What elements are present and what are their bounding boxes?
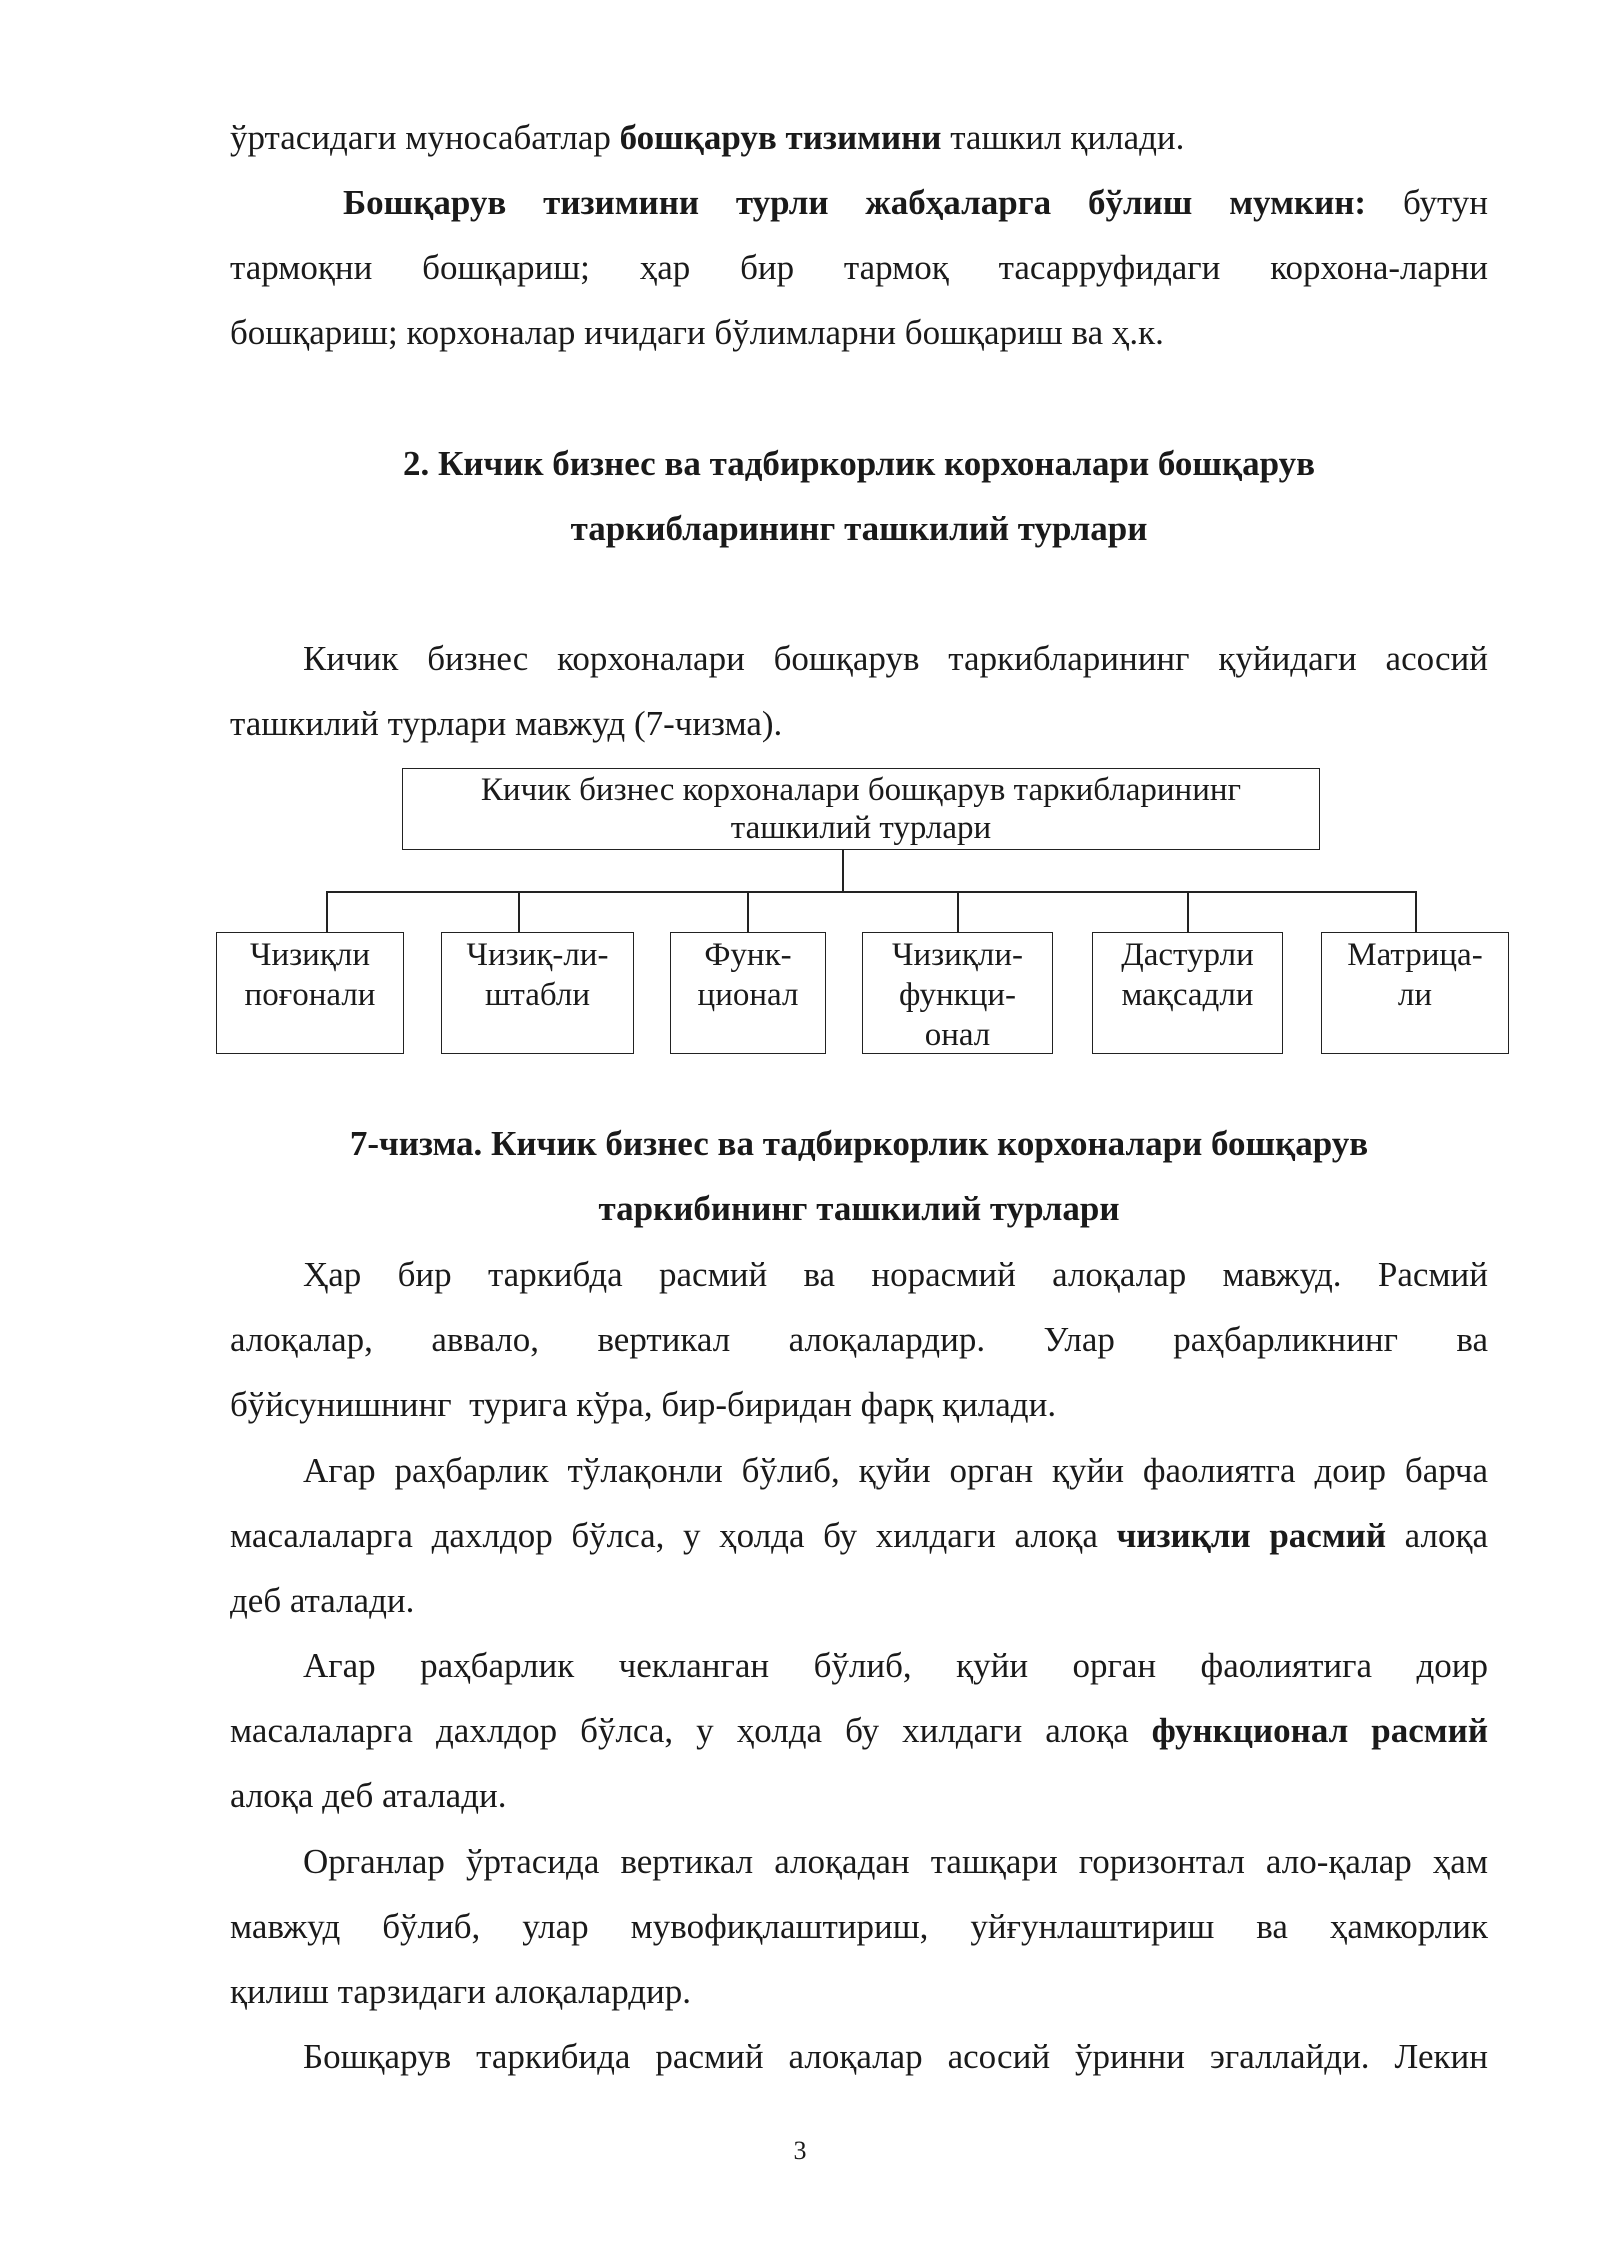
paragraph-2-line-1: Бошқарув тизимини турли жабҳаларга бўлиш мумкин: бутун [343, 183, 1489, 222]
paragraph-3-line-3: бўйсунишнинг турига кўра, бир-биридан фарқ қилади. [230, 1385, 1057, 1424]
paragraph-5-line-3: алоқа деб аталади. [230, 1776, 507, 1815]
page-number: 3 [793, 2136, 807, 2165]
diagram-box-linear-hierarchical [216, 932, 404, 1054]
section-heading-line-2: таркибларининг ташкилий турлари [570, 509, 1148, 548]
paragraph-4-line-1: Агар раҳбарлик тўлақонли бўлиб, қуйи орган қуйи фаолиятга доир барча [303, 1451, 1488, 1490]
diagram-connector-drop-2 [518, 891, 520, 933]
paragraph-3-line-2: алоқалар, аввало, вертикал алоқалардир. Улар раҳбарликнинг ва [230, 1320, 1488, 1359]
paragraph-6-line-2: мавжуд бўлиб, улар мувофиқлаштириш, уйғунлаштириш ва ҳамкорлик [230, 1907, 1488, 1946]
diagram-connector-bus [326, 891, 1416, 893]
diagram-box-4-line-2: функци- [898, 977, 1017, 1013]
diagram-box-1-line-1: Чизиқли [250, 937, 370, 973]
diagram-box-2-line-1: Чизиқ-ли- [466, 937, 609, 973]
paragraph-4-line-2: масалаларга дахлдор бўлса, у ҳолда бу хилдаги алоқа чизиқли расмий алоқа [230, 1516, 1488, 1555]
paragraph-6-line-1: Органлар ўртасида вертикал алоқадан ташқари горизонтал ало-қалар ҳам [303, 1842, 1488, 1881]
paragraph-3-line-1: Ҳар бир таркибда расмий ва норасмий алоқалар мавжуд. Расмий [303, 1255, 1488, 1294]
diagram-connector-drop-5 [1187, 891, 1189, 933]
paragraph-2-line-2: тармоқни бошқариш; ҳар бир тармоқ тасарруфидаги корхона-ларни [230, 248, 1488, 287]
diagram-connector-drop-1 [326, 891, 328, 933]
diagram-connector-drop-6 [1415, 891, 1417, 933]
diagram-connector-drop-3 [747, 891, 749, 933]
diagram-box-4-line-3: онал [924, 1017, 991, 1053]
diagram-box-5-line-2: мақсадли [1121, 977, 1254, 1013]
diagram-top-box-line-2: ташкилий турлари [730, 810, 992, 846]
paragraph-6-line-3: қилиш тарзидаги алоқалардир. [230, 1972, 692, 2011]
diagram-box-2-line-2: штабли [485, 977, 590, 1013]
section-heading-line-1: 2. Кичик бизнес ва тадбиркорлик корхоналари бошқарув [402, 444, 1316, 483]
diagram-box-program-target [1092, 932, 1283, 1054]
diagram-box-6-line-1: Матрица- [1347, 937, 1483, 973]
diagram-box-functional [670, 932, 826, 1054]
diagram-box-matrix [1321, 932, 1509, 1054]
diagram-top-box-line-1: Кичик бизнес корхоналари бошқарув таркибларининг [480, 772, 1242, 808]
paragraph-4-line-3: деб аталади. [230, 1581, 415, 1620]
paragraph-2-line-3: бошқариш; корхоналар ичидаги бўлимларни бошқариш ва ҳ.к. [230, 313, 1164, 352]
diagram-connector-trunk [842, 850, 844, 892]
paragraph-5-line-1: Агар раҳбарлик чекланган бўлиб, қуйи орган фаолиятига доир [303, 1646, 1488, 1685]
figure-caption-line-2: таркибининг ташкилий турлари [598, 1189, 1120, 1228]
paragraph-1-line: ўртасидаги муносабатлар бошқарув тизимини ташкил қилади. [230, 118, 1185, 157]
paragraph-7-line-1: Бошқарув таркибида расмий алоқалар асосий ўринни эгаллайди. Лекин [303, 2037, 1488, 2076]
diagram-box-5-line-1: Дастурли [1121, 937, 1254, 973]
intro-line-2: ташкилий турлари мавжуд (7-чизма). [230, 704, 783, 743]
diagram-box-3-line-1: Функ- [704, 937, 792, 973]
diagram-connector-drop-4 [957, 891, 959, 933]
diagram-box-4-line-1: Чизиқли- [892, 937, 1023, 973]
diagram-top-box [402, 768, 1320, 850]
diagram-box-linear-functional [862, 932, 1053, 1054]
diagram-box-6-line-2: ли [1397, 977, 1433, 1013]
figure-caption-line-1: 7-чизма. Кичик бизнес ва тадбиркорлик корхоналари бошқарув [349, 1124, 1369, 1163]
diagram-box-1-line-2: поғонали [244, 977, 376, 1013]
paragraph-5-line-2: масалаларга дахлдор бўлса, у ҳолда бу хилдаги алоқа функционал расмий [230, 1711, 1488, 1750]
diagram-box-linear-staff [441, 932, 634, 1054]
intro-line-1: Кичик бизнес корхоналари бошқарув таркибларининг қуйидаги асосий [303, 639, 1488, 678]
diagram-box-3-line-2: ционал [697, 977, 799, 1013]
